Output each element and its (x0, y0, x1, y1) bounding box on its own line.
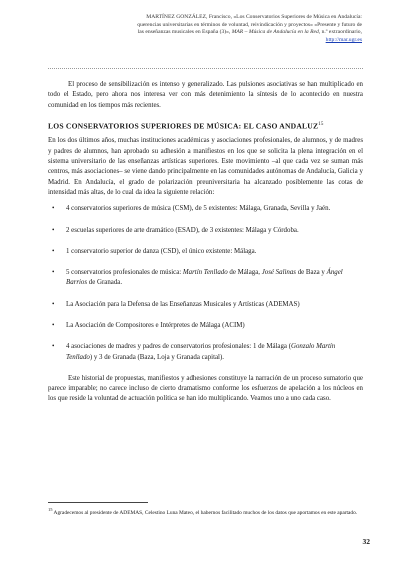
list-item-text: de Baza y (295, 269, 327, 277)
list-item (48, 226, 363, 236)
list-item-text: 4 conservatorios superiores de música (CSM), de 5 existentes: Málaga, Granada, Sevilla y Jaén. (66, 205, 331, 213)
paragraph-2: Este historial de propuestas, manifiestos y adhesiones constituye la narración de un proceso sumatorio que parece imparable; no carece incluso de cierto dramatismo conforme los esfuerzos de apelación a los núcleos en los que reside la voluntad de actuación política se han ido multiplicando. Veamos uno a uno cada caso. (48, 374, 363, 403)
article-body (48, 80, 363, 411)
footnote (48, 506, 363, 517)
footnote-marker: 15 (48, 507, 53, 512)
list-item (48, 321, 363, 331)
list-item-text: La Asociación para la Defensa de las Enseñanzas Musicales y Artísticas (ADEMAS) (66, 300, 300, 308)
list-item-text: de Granada. (87, 279, 123, 287)
list-item (48, 268, 363, 289)
citation-header (72, 14, 362, 44)
list-item (48, 204, 363, 214)
footnote-divider (48, 502, 148, 503)
list-item-italic: Ángel Barrios (66, 269, 343, 287)
citation-line-2: querencias universitarias en términos de voluntad, reivindicación y proyectos» «Presente y futuro de (137, 21, 362, 28)
list-item-italic: Gonzalo Martín Tenllado (66, 343, 336, 361)
citation-line-1: MARTÍNEZ GONZÁLEZ, Francisco, «Los Conservatorios Superiores de Música en Andalucía: (146, 14, 362, 20)
list-item-text: 1 conservatorio superior de danza (CSD), el único existente: Málaga. (66, 247, 257, 255)
list-item-italic: José Salinas (261, 269, 296, 277)
list-item (48, 300, 363, 310)
journal-url-link[interactable]: http://mar.ugr.es (325, 36, 362, 43)
list-item (48, 247, 363, 257)
page-number: 32 (362, 537, 370, 546)
list-item-text: La Asociación de Compositores e Intérpretes de Málaga (ACIM) (66, 321, 245, 329)
institution-list (48, 204, 363, 363)
list-item (48, 342, 363, 363)
list-item-text: 5 conservatorios profesionales de música: (66, 269, 183, 277)
paragraph-1: En los dos últimos años, muchas instituciones académicas y asociaciones profesionales, de alumnos, y de madres y padres de alumnos, han aprobado su adhesión a manifiestos en los que se solicita la plena integración en el sistema universitario de las enseñanzas artísticas superiores. Este movimiento –al que cada vez se suman más centros, más asociaciones– se viene dando principalmente en las comunidades autónomas de Andalucía, Galicia y Madrid. En Andalucía, el grado de polarización preuniversitaria ha alcanzado posiblemente las cotas de intensidad más altas, de lo cual da idea la siguiente relación: (48, 137, 363, 196)
section-heading (48, 120, 363, 132)
list-item-text: 2 escuelas superiores de arte dramático (ESAD), de 3 existentes: Málaga y Córdoba. (66, 226, 299, 234)
list-item-text: 4 asociaciones de madres y padres de conservatorios profesionales: 1 de Málaga ( (66, 343, 292, 351)
list-item-italic: Martín Tenllado (182, 269, 228, 277)
citation-line-3 (72, 29, 362, 37)
intro-paragraph: El proceso de sensibilización es intenso y generalizado. Las pulsiones asociativas se han multiplicado en todo el Estado, pero ahora nos interesa ver con más detenimiento la síntesis de lo acontecido en nuestra comunidad en los tiempos más recientes. (48, 81, 363, 109)
list-item-text: de Málaga, (227, 269, 262, 277)
footnote-text: Agradecemos al presidente de ADEMAS, Celestino Luna Mateo, el habernos facilitado muchos de los datos que aportamos en este apartado. (52, 509, 358, 516)
citation-line-3c: , n.º extraordinario, (318, 29, 362, 36)
citation-line-3a: las enseñanzas musicales en España (3)», (137, 29, 232, 36)
list-item-text: ) y 3 de Granada (Baza, Loja y Granada capital). (89, 353, 224, 361)
section-heading-text: LOS CONSERVATORIOS SUPERIORES DE MÚSICA: EL CASO ANDALUZ (48, 121, 319, 131)
header-divider (48, 68, 363, 69)
heading-footnote-ref[interactable]: 15 (318, 121, 324, 127)
journal-title: MAR – Música de Andalucía en la Red (231, 29, 319, 36)
